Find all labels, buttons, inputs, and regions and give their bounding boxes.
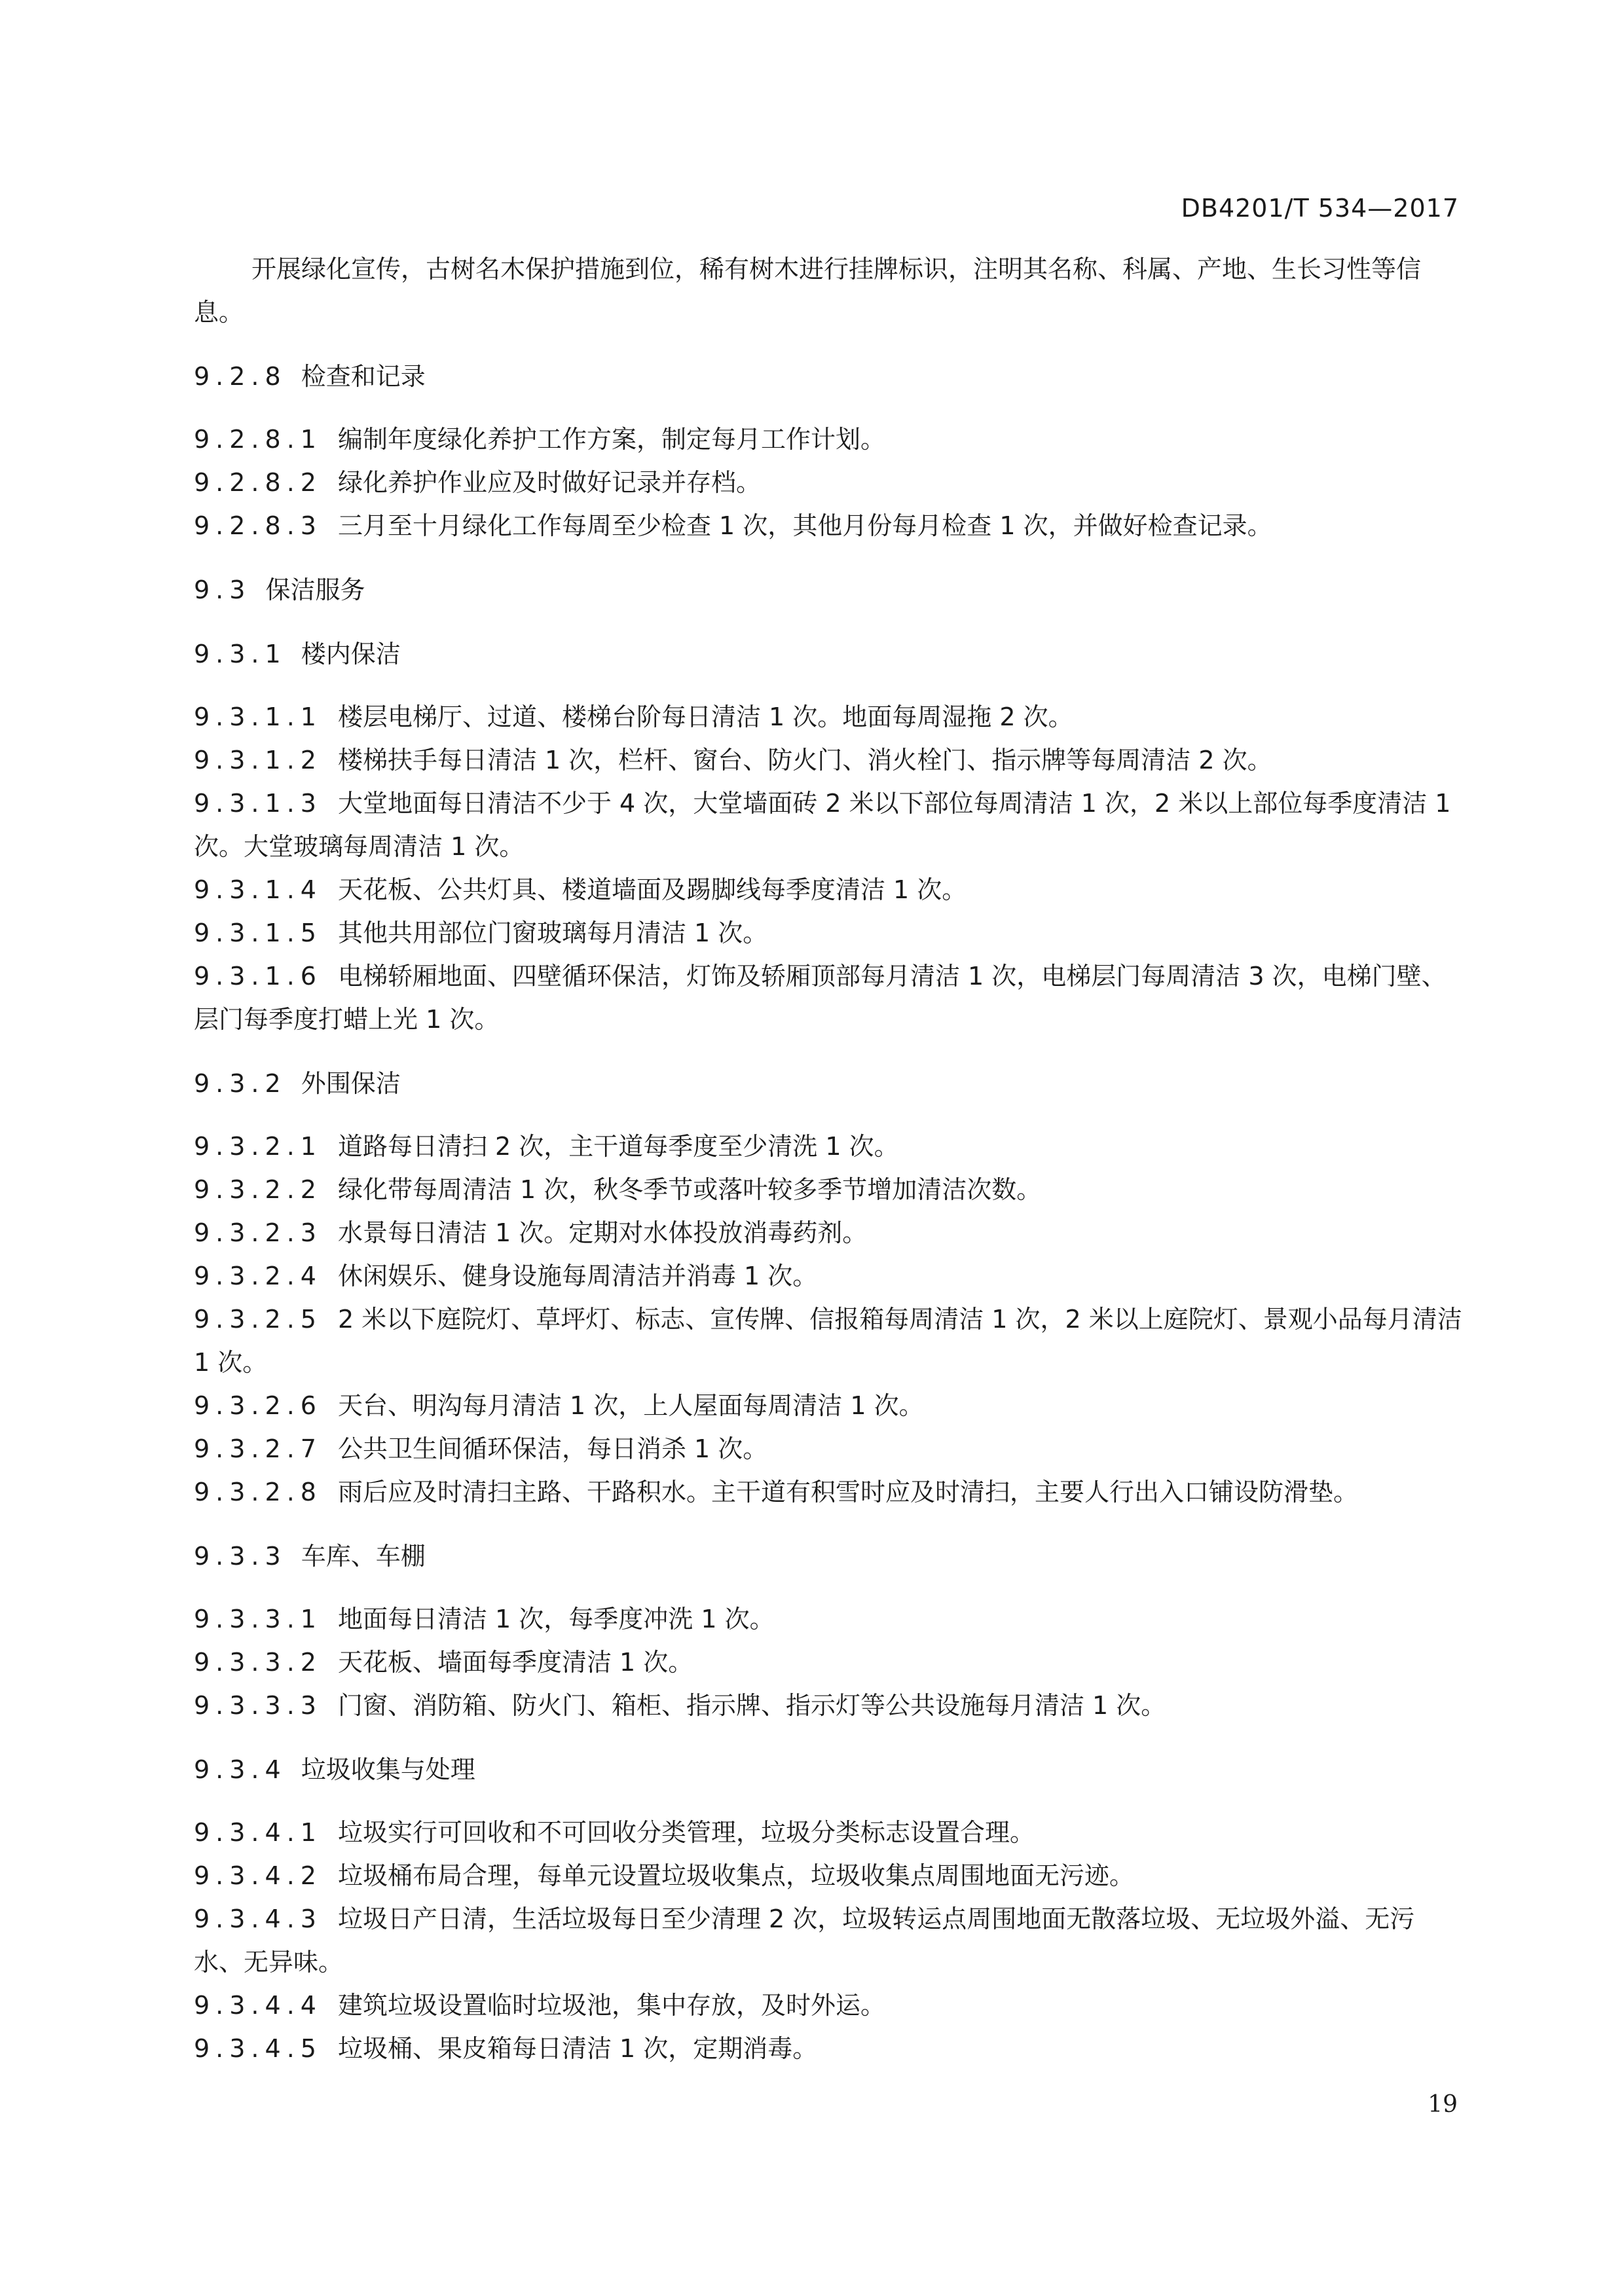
clause-number: 9.3.4.3 xyxy=(194,1904,322,1933)
clause-item xyxy=(194,504,1464,547)
clause-item xyxy=(194,695,1464,738)
section-title: 保洁服务 xyxy=(265,575,365,604)
clause-text: 电梯轿厢地面、四壁循环保洁，灯饰及轿厢顶部每月清洁 1 次，电梯层门每周清洁 3 次，电梯门壁、层门每季度打蜡上光 1 次。 xyxy=(194,962,1447,1034)
section-number: 9.2.8 xyxy=(194,362,287,391)
clause-item xyxy=(194,1384,1464,1427)
clause-number: 9.3.2.5 xyxy=(194,1305,322,1334)
clause-text: 天花板、公共灯具、楼道墙面及踢脚线每季度清洁 1 次。 xyxy=(337,875,967,904)
clause-text: 三月至十月绿化工作每周至少检查 1 次，其他月份每月检查 1 次，并做好检查记录。 xyxy=(337,511,1272,540)
clause-text: 编制年度绿化养护工作方案，制定每月工作计划。 xyxy=(337,425,885,454)
clause-item xyxy=(194,1211,1464,1254)
clause-text: 垃圾实行可回收和不可回收分类管理，垃圾分类标志设置合理。 xyxy=(337,1818,1035,1847)
clause-item xyxy=(194,955,1464,1041)
clause-number: 9.3.1.4 xyxy=(194,875,322,904)
clause-text: 地面每日清洁 1 次，每季度冲洗 1 次。 xyxy=(337,1605,775,1633)
clause-item xyxy=(194,911,1464,955)
clause-item xyxy=(194,1641,1464,1684)
clause-number: 9.3.1.6 xyxy=(194,962,322,991)
clause-number: 9.3.1.5 xyxy=(194,919,322,947)
clause-item xyxy=(194,1298,1464,1384)
section-number: 9.3.2 xyxy=(194,1069,287,1098)
clause-number: 9.3.2.4 xyxy=(194,1262,322,1290)
sections-container xyxy=(194,355,1464,2070)
section-heading xyxy=(194,1062,1464,1105)
document-code: DB4201/T 534—2017 xyxy=(1181,194,1459,223)
intro-paragraph: 开展绿化宣传，古树名木保护措施到位，稀有树木进行挂牌标识，注明其名称、科属、产地、生长习性等信息。 xyxy=(194,255,1422,327)
clause-item xyxy=(194,1684,1464,1727)
clause-text: 其他共用部位门窗玻璃每月清洁 1 次。 xyxy=(337,919,768,947)
clause-number: 9.3.3.2 xyxy=(194,1648,322,1677)
clause-number: 9.3.1.1 xyxy=(194,702,322,731)
section-heading xyxy=(194,1535,1464,1578)
clause-text: 楼层电梯厅、过道、楼梯台阶每日清洁 1 次。地面每周湿拖 2 次。 xyxy=(337,702,1073,731)
clause-number: 9.2.8.3 xyxy=(194,511,322,540)
section-number: 9.3.1 xyxy=(194,640,287,668)
clause-number: 9.3.1.2 xyxy=(194,746,322,774)
clause-number: 9.3.3.1 xyxy=(194,1605,322,1633)
clause-number: 9.2.8.1 xyxy=(194,425,322,454)
clause-item xyxy=(194,782,1464,868)
section-title: 车库、车棚 xyxy=(301,1542,426,1571)
clause-number: 9.3.4.2 xyxy=(194,1861,322,1890)
clause-text: 水景每日清洁 1 次。定期对水体投放消毒药剂。 xyxy=(337,1218,868,1247)
clause-number: 9.3.2.7 xyxy=(194,1434,322,1463)
clause-text: 道路每日清扫 2 次，主干道每季度至少清洗 1 次。 xyxy=(337,1132,899,1161)
clause-item xyxy=(194,1168,1464,1211)
section-heading xyxy=(194,1748,1464,1791)
clause-text: 天台、明沟每月清洁 1 次，上人屋面每周清洁 1 次。 xyxy=(337,1391,924,1420)
clause-number: 9.3.2.8 xyxy=(194,1478,322,1506)
section-title: 楼内保洁 xyxy=(301,640,401,668)
clause-number: 9.3.3.3 xyxy=(194,1691,322,1720)
clause-text: 垃圾桶、果皮箱每日清洁 1 次，定期消毒。 xyxy=(337,2034,818,2063)
clause-number: 9.3.4.1 xyxy=(194,1818,322,1847)
clause-number: 9.3.4.4 xyxy=(194,1991,322,2020)
section-heading xyxy=(194,355,1464,398)
clause-number: 9.3.2.3 xyxy=(194,1218,322,1247)
section-title: 外围保洁 xyxy=(301,1069,401,1098)
section-number: 9.3 xyxy=(194,575,251,604)
section-title: 检查和记录 xyxy=(301,362,426,391)
clause-text: 休闲娱乐、健身设施每周清洁并消毒 1 次。 xyxy=(337,1262,818,1290)
clause-text: 楼梯扶手每日清洁 1 次，栏杆、窗台、防火门、消火栓门、指示牌等每周清洁 2 次。 xyxy=(337,746,1272,774)
clause-item xyxy=(194,1897,1464,1984)
clause-number: 9.3.2.1 xyxy=(194,1132,322,1161)
clause-item xyxy=(194,1254,1464,1298)
clause-number: 9.3.2.6 xyxy=(194,1391,322,1420)
clause-text: 绿化养护作业应及时做好记录并存档。 xyxy=(337,468,761,497)
clause-text: 垃圾日产日清，生活垃圾每日至少清理 2 次，垃圾转运点周围地面无散落垃圾、无垃圾外溢、无污水、无异味。 xyxy=(194,1904,1415,1977)
clause-text: 门窗、消防箱、防火门、箱柜、指示牌、指示灯等公共设施每月清洁 1 次。 xyxy=(337,1691,1166,1720)
clause-item xyxy=(194,1427,1464,1470)
clause-item xyxy=(194,1470,1464,1514)
clause-item xyxy=(194,1984,1464,2027)
clause-item xyxy=(194,2027,1464,2070)
clause-text: 大堂地面每日清洁不少于 4 次，大堂墙面砖 2 米以下部位每周清洁 1 次，2 米以上部位每季度清洁 1 次。大堂玻璃每周清洁 1 次。 xyxy=(194,789,1451,861)
clause-text: 天花板、墙面每季度清洁 1 次。 xyxy=(337,1648,693,1677)
section-number: 9.3.3 xyxy=(194,1542,287,1571)
clause-text: 公共卫生间循环保洁，每日消杀 1 次。 xyxy=(337,1434,768,1463)
clause-text: 2 米以下庭院灯、草坪灯、标志、宣传牌、信报箱每周清洁 1 次，2 米以上庭院灯、景观小品每月清洁 1 次。 xyxy=(194,1305,1462,1377)
clause-item xyxy=(194,1125,1464,1168)
clause-item xyxy=(194,461,1464,504)
section-title: 垃圾收集与处理 xyxy=(301,1755,475,1784)
section-heading xyxy=(194,568,1464,611)
clause-item xyxy=(194,868,1464,911)
clause-text: 绿化带每周清洁 1 次，秋冬季节或落叶较多季节增加清洁次数。 xyxy=(337,1175,1042,1204)
clause-item xyxy=(194,1597,1464,1641)
section-number: 9.3.4 xyxy=(194,1755,287,1784)
section-heading xyxy=(194,632,1464,676)
clause-number: 9.2.8.2 xyxy=(194,468,322,497)
page-number: 19 xyxy=(1428,2091,1458,2118)
document-body xyxy=(194,247,1464,2070)
clause-item xyxy=(194,418,1464,461)
clause-item xyxy=(194,1854,1464,1897)
clause-item xyxy=(194,1811,1464,1854)
clause-number: 9.3.4.5 xyxy=(194,2034,322,2063)
clause-text: 雨后应及时清扫主路、干路积水。主干道有积雪时应及时清扫，主要人行出入口铺设防滑垫。 xyxy=(337,1478,1358,1506)
clause-number: 9.3.2.2 xyxy=(194,1175,322,1204)
clause-number: 9.3.1.3 xyxy=(194,789,322,818)
clause-text: 建筑垃圾设置临时垃圾池，集中存放，及时外运。 xyxy=(337,1991,885,2020)
clause-item xyxy=(194,738,1464,782)
clause-text: 垃圾桶布局合理，每单元设置垃圾收集点，垃圾收集点周围地面无污迹。 xyxy=(337,1861,1134,1890)
